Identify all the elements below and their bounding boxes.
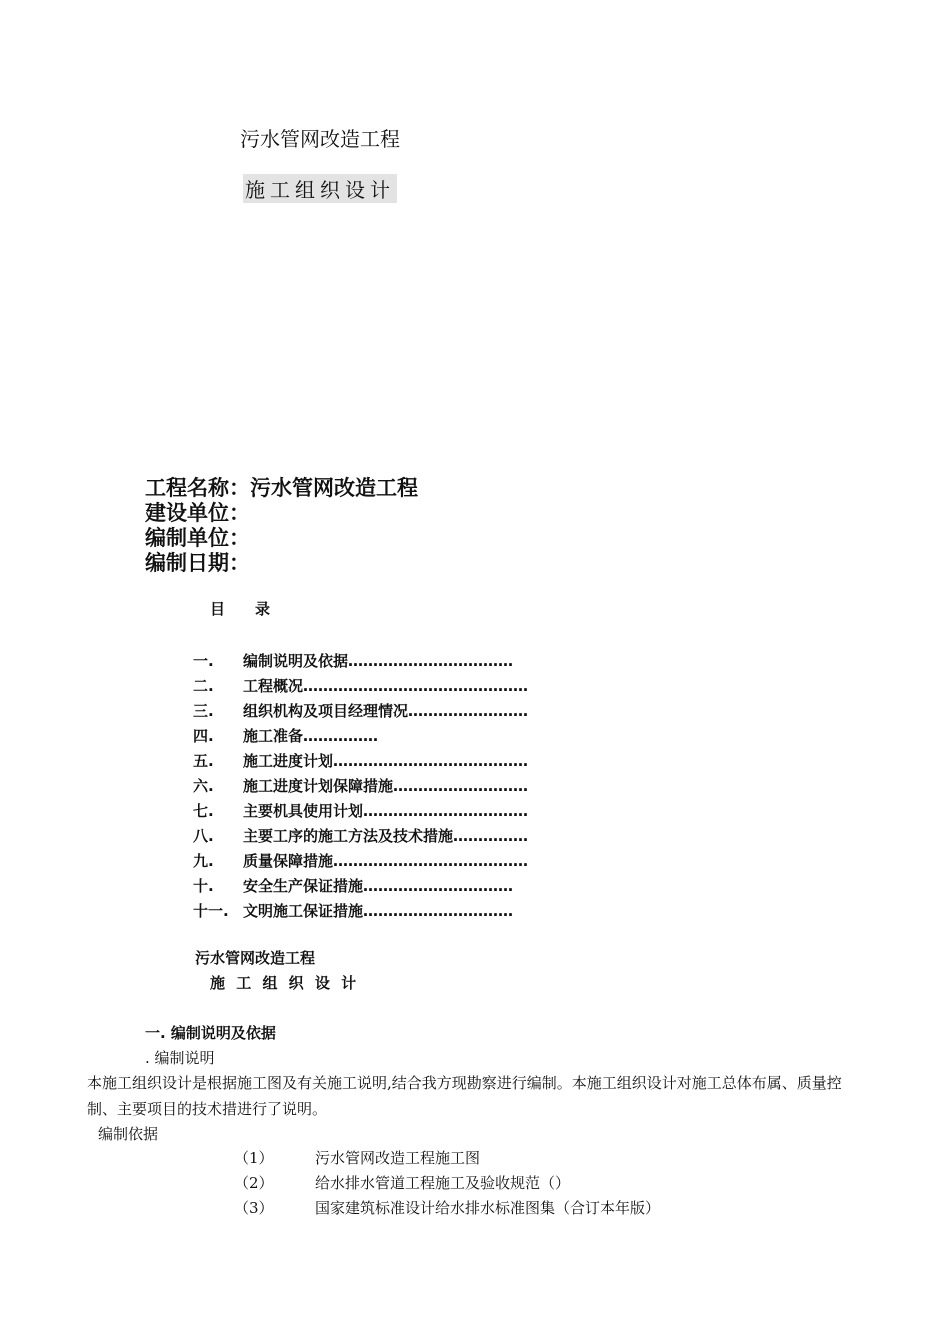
toc-item [0,850,950,875]
basis-item [0,1172,950,1197]
sub-heading-basis: 编制依据 [98,1125,159,1143]
basis-item-number: （1） [234,1149,274,1167]
basis-item-label: 给水排水管道工程施工及验收规范（） [315,1174,571,1192]
toc-item-label: 编制说明及依据…………………………… [243,652,514,670]
toc-item [0,800,950,825]
toc-item [0,675,950,700]
sub-heading-description: . 编制说明 [145,1049,215,1067]
compiler-unit: 编制单位： [145,526,250,550]
basis-item-number: （3） [234,1199,274,1217]
body-subtitle: 施 工 组 织 设 计 [210,974,360,992]
toc-item-number: 九. [193,852,214,870]
toc-title: 目 录 [210,600,271,618]
toc-item [0,725,950,750]
basis-item [0,1197,950,1222]
basis-item [0,1147,950,1172]
toc-item [0,825,950,850]
body-title: 污水管网改造工程 [195,949,316,967]
toc-item-label: 施工准备…………… [243,727,379,745]
toc-item-label: 质量保障措施………………………………… [243,852,529,870]
toc-item-label: 工程概况……………………………………… [243,677,529,695]
cover-title: 污水管网改造工程 [240,127,400,151]
builder-unit: 建设单位： [145,501,250,525]
toc-item-label: 主要工序的施工方法及技术措施…………… [243,827,529,845]
toc-item-number: 二. [193,677,214,695]
toc-item-label: 施工进度计划保障措施……………………… [243,777,529,795]
toc-item-label: 组织机构及项目经理情况…………………… [243,702,529,720]
project-name: 工程名称：污水管网改造工程 [145,476,418,500]
basis-item-label: 国家建筑标准设计给水排水标准图集（合订本年版） [315,1199,661,1217]
body-paragraph: 本施工组织设计是根据施工图及有关施工说明,结合我方现勘察进行编制。本施工组织设计对施工总体布属、质量控制、主要项目的技术措进行了说明。 [87,1074,842,1118]
toc-item-number: 七. [193,802,214,820]
toc-item-number: 六. [193,777,214,795]
toc-item-number: 三. [193,702,214,720]
toc-item [0,900,950,925]
toc-item-label: 施工进度计划………………………………… [243,752,529,770]
toc-item [0,650,950,675]
toc-item-label: 文明施工保证措施………………………… [243,902,514,920]
cover-subtitle: 施工组织设计 [243,174,397,203]
toc-item-number: 十一. [193,902,229,920]
toc-item-number: 五. [193,752,214,770]
basis-item-number: （2） [234,1174,274,1192]
toc-item-number: 四. [193,727,214,745]
section-heading: 一. 编制说明及依据 [145,1024,276,1042]
toc-item-number: 一. [193,652,214,670]
toc-item-number: 十. [193,877,214,895]
compile-date: 编制日期： [145,551,250,575]
toc-item [0,775,950,800]
toc-item-label: 安全生产保证措施………………………… [243,877,514,895]
toc-item-label: 主要机具使用计划…………………………… [243,802,529,820]
toc-item-number: 八. [193,827,214,845]
toc-item [0,700,950,725]
toc-item [0,875,950,900]
basis-item-label: 污水管网改造工程施工图 [315,1149,481,1167]
toc-item [0,750,950,775]
